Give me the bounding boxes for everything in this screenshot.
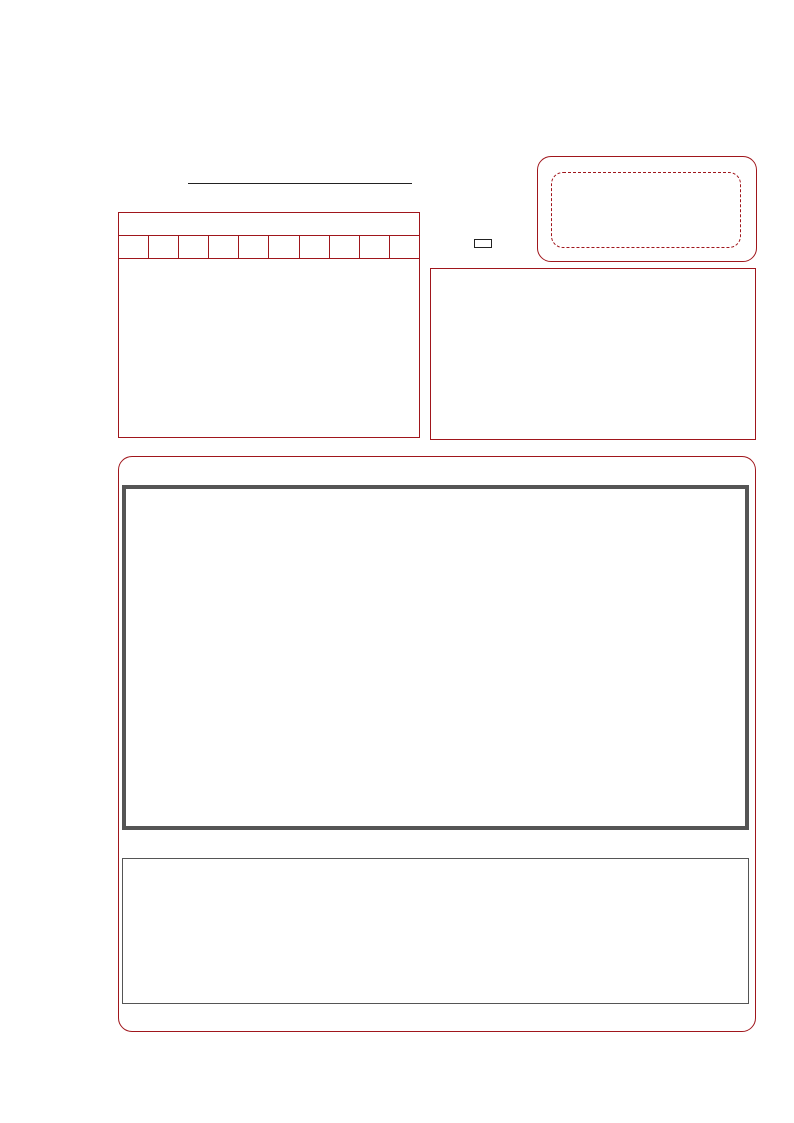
id-cell[interactable]: [269, 236, 299, 258]
exam-id-entry-row[interactable]: [119, 236, 419, 259]
exam-id-table: [118, 212, 420, 438]
barcode-label: [551, 172, 741, 248]
notice-box: [430, 268, 756, 440]
absent-mark-box[interactable]: [474, 239, 492, 248]
id-cell[interactable]: [149, 236, 179, 258]
exam-id-digit-grid: [119, 259, 419, 439]
id-cell[interactable]: [300, 236, 330, 258]
id-cell[interactable]: [239, 236, 269, 258]
exam-id-label: [119, 213, 419, 236]
id-cell[interactable]: [209, 236, 239, 258]
id-cell[interactable]: [330, 236, 360, 258]
id-cell[interactable]: [119, 236, 149, 258]
id-cell[interactable]: [360, 236, 390, 258]
id-cell[interactable]: [390, 236, 419, 258]
name-field[interactable]: [188, 183, 412, 184]
id-cell[interactable]: [179, 236, 209, 258]
nc-answer-frame: [122, 858, 749, 1004]
mc-answer-frame: [122, 485, 749, 830]
